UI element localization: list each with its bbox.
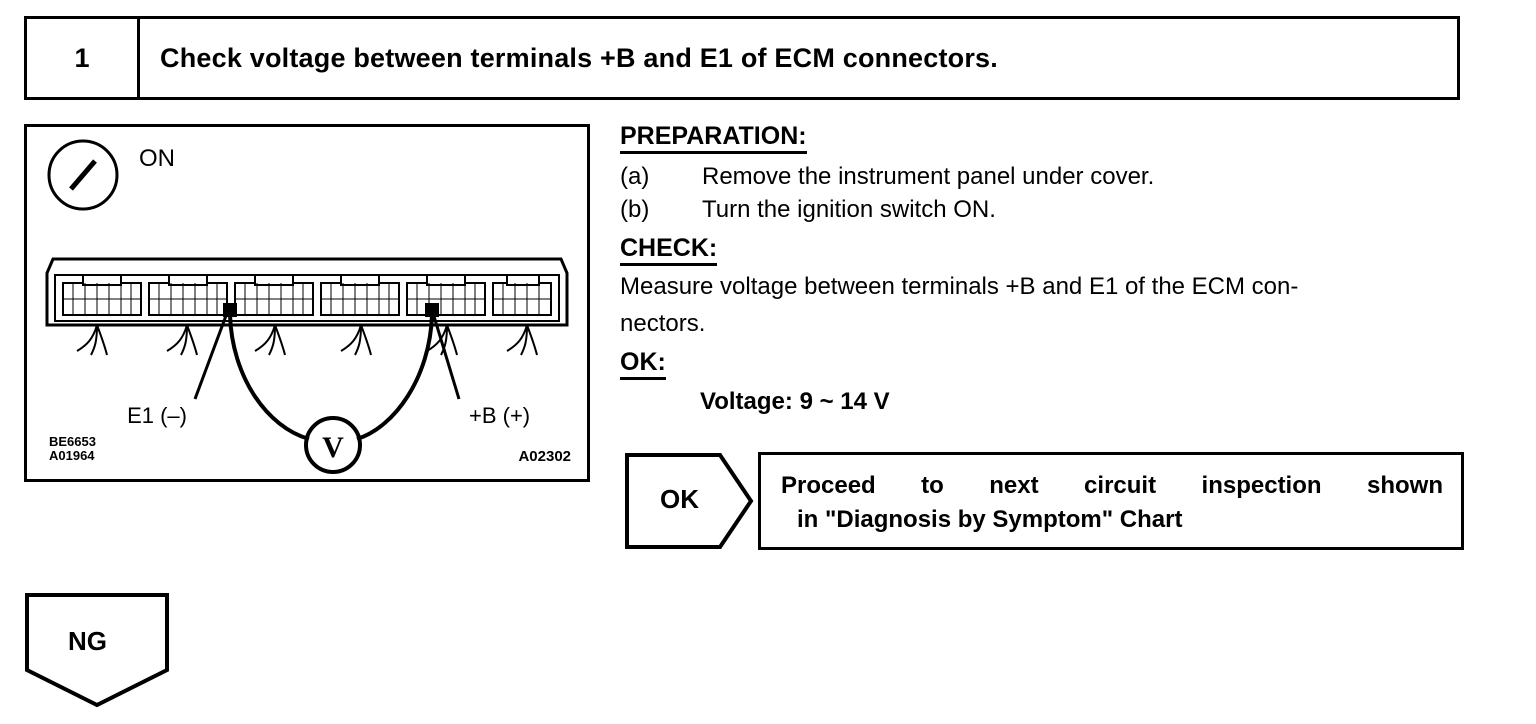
ok-result-line-2: in "Diagnosis by Symptom" Chart (797, 506, 1183, 534)
check-text-line-1: Measure voltage between terminals +B and E1 of the ECM con- (620, 273, 1299, 301)
preparation-item-text: Turn the ignition switch ON. (702, 196, 996, 224)
ok-arrow-label: OK (660, 484, 699, 514)
check-heading: CHECK: (620, 234, 717, 266)
ecm-connector-diagram (27, 127, 587, 479)
check-text-line-2: nectors. (620, 310, 706, 338)
ok-heading: OK: (620, 348, 666, 380)
figure-code-2: A01964 (49, 448, 95, 464)
figure-code-right: A02302 (518, 448, 571, 465)
preparation-item-label: (b) (620, 196, 650, 224)
step-header (24, 16, 1460, 100)
ignition-on-label: ON (139, 145, 175, 172)
list-item (620, 160, 1470, 193)
preparation-list (620, 160, 1470, 226)
preparation-item-label: (a) (620, 163, 650, 190)
preparation-heading: PREPARATION: (620, 122, 807, 154)
ok-branch (624, 452, 1464, 562)
svg-text:V: V (322, 431, 344, 464)
figure-panel (24, 124, 590, 482)
ok-result-line-1: Proceed to next circuit inspection shown (781, 472, 1443, 499)
step-title: Check voltage between terminals +B and E1 of ECM connectors. (160, 42, 998, 73)
ok-voltage-value: Voltage: 9 ~ 14 V (700, 388, 890, 416)
preparation-item-text: Remove the instrument panel under cover. (702, 163, 1155, 190)
ng-arrow-label: NG (68, 626, 107, 656)
figure-code-1: BE6653 (49, 434, 96, 450)
probe-left-label: E1 (–) (127, 403, 187, 428)
ok-result-box (758, 452, 1464, 550)
step-number: 1 (27, 19, 140, 97)
terminal-b (425, 303, 439, 317)
list-item (620, 193, 1470, 226)
instruction-content (620, 122, 1470, 416)
probe-right-label: +B (+) (469, 403, 531, 428)
